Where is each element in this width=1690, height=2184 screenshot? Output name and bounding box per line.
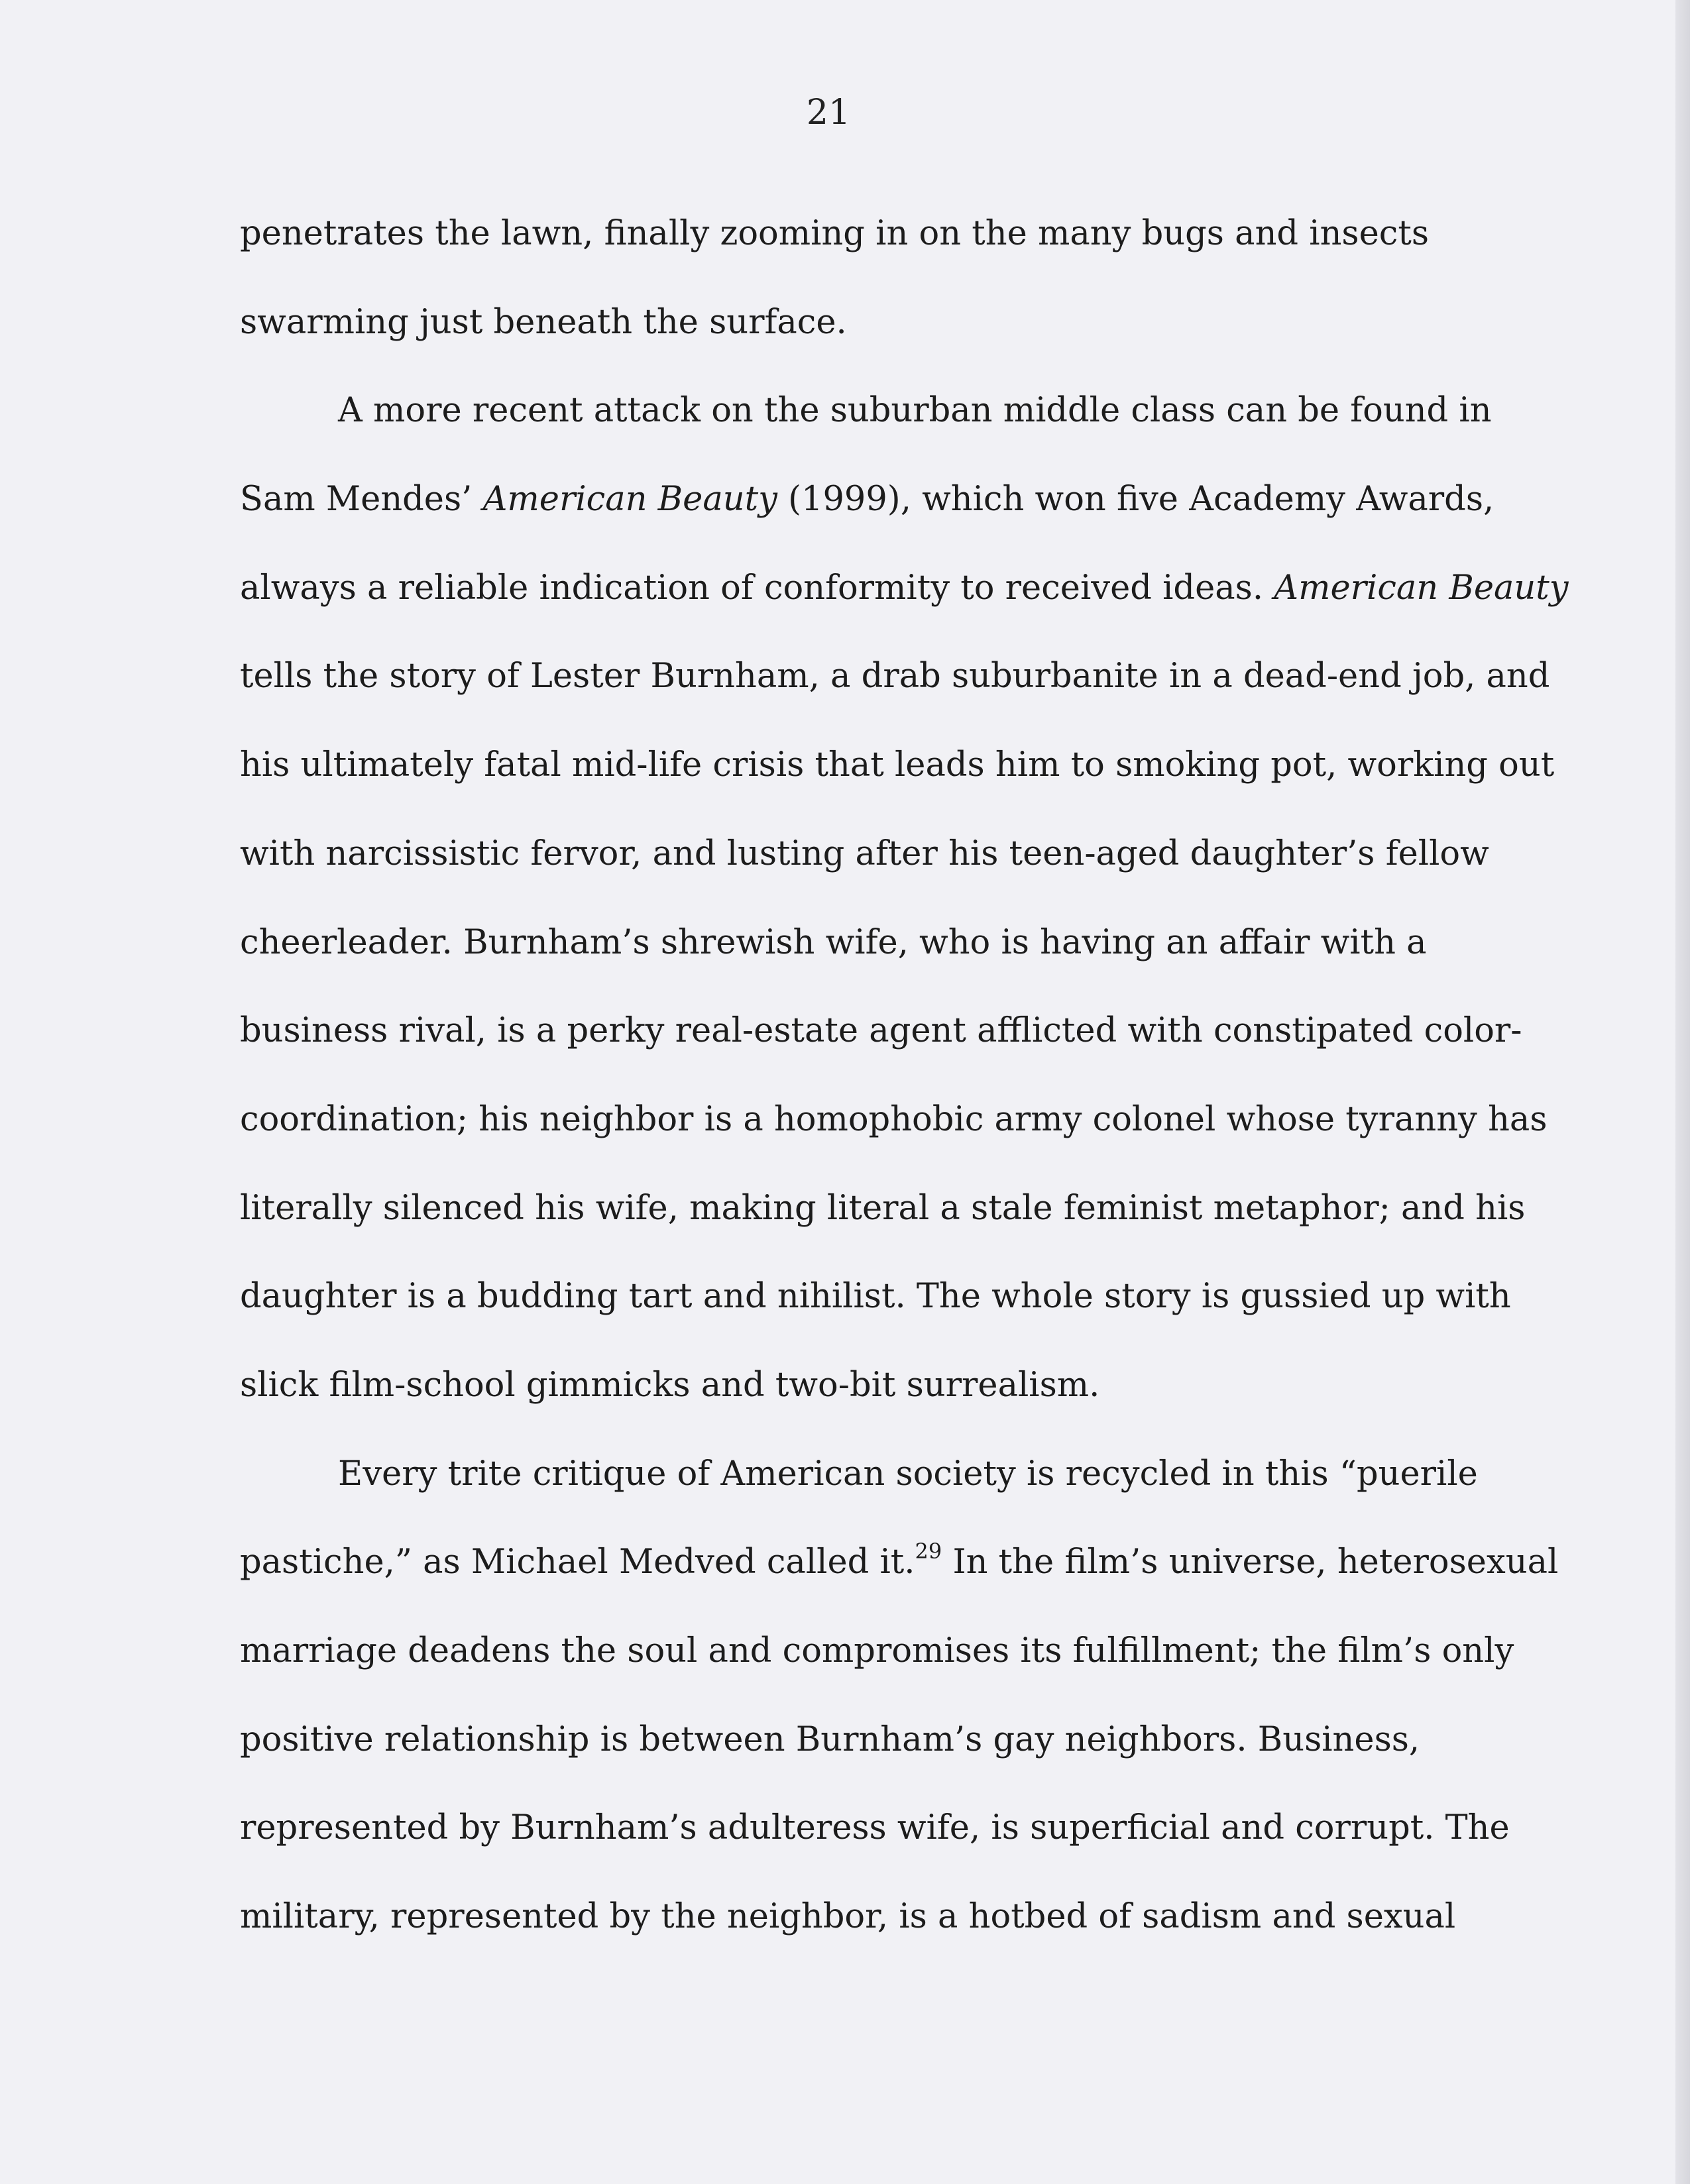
text-line: cheerleader. Burnham’s shrewish wife, who is having an affair with a xyxy=(240,922,1427,962)
text-line: business rival, is a perky real-estate agent afflicted with constipated color- xyxy=(240,1011,1522,1051)
text-line: tells the story of Lester Burnham, a drab suburbanite in a dead-end job, and xyxy=(240,657,1550,696)
text-line: with narcissistic fervor, and lusting after his teen-aged daughter’s fellow xyxy=(240,834,1489,873)
text-line: Every trite critique of American society is recycled in this “puerile xyxy=(338,1454,1478,1494)
text-line: penetrates the lawn, finally zooming in on the many bugs and insects xyxy=(240,214,1430,253)
text-line: slick film-school gimmicks and two-bit surrealism. xyxy=(240,1365,1100,1405)
film-title: American Beauty xyxy=(1274,568,1569,608)
text-line: pastiche,” as Michael Medved called it.$^{29}$ In the film’s universe, heterosexual xyxy=(240,1539,1559,1582)
page-edge-shadow xyxy=(1675,0,1690,2184)
text-line: swarming just beneath the surface. xyxy=(240,302,847,342)
text-line: literally silenced his wife, making literal a stale feminist metaphor; and his xyxy=(240,1188,1526,1228)
text-line: A more recent attack on the suburban middle class can be found in xyxy=(338,391,1492,431)
film-title: American Beauty xyxy=(482,480,777,519)
text-line: always a reliable indication of conformity to received ideas. American Beauty xyxy=(240,568,1569,608)
text-line: daughter is a budding tart and nihilist. The whole story is gussied up with xyxy=(240,1277,1511,1317)
page-number: 21 xyxy=(806,93,851,133)
text-line: positive relationship is between Burnham’s gay neighbors. Business, xyxy=(240,1720,1420,1759)
text-line: Sam Mendes’ American Beauty (1999), which won five Academy Awards, xyxy=(240,480,1494,519)
text-line: coordination; his neighbor is a homophobic army colonel whose tyranny has xyxy=(240,1099,1548,1139)
footnote-marker[interactable]: 29 xyxy=(915,1539,942,1564)
text-line: military, represented by the neighbor, is a hotbed of sadism and sexual xyxy=(240,1897,1456,1937)
text-line: his ultimately fatal mid-life crisis that leads him to smoking pot, working out xyxy=(240,745,1555,785)
text-line: represented by Burnham’s adulteress wife, is superficial and corrupt. The xyxy=(240,1808,1510,1848)
body-text xyxy=(240,190,1572,1961)
text-line: marriage deadens the soul and compromises its fulfillment; the film’s only xyxy=(240,1631,1514,1670)
